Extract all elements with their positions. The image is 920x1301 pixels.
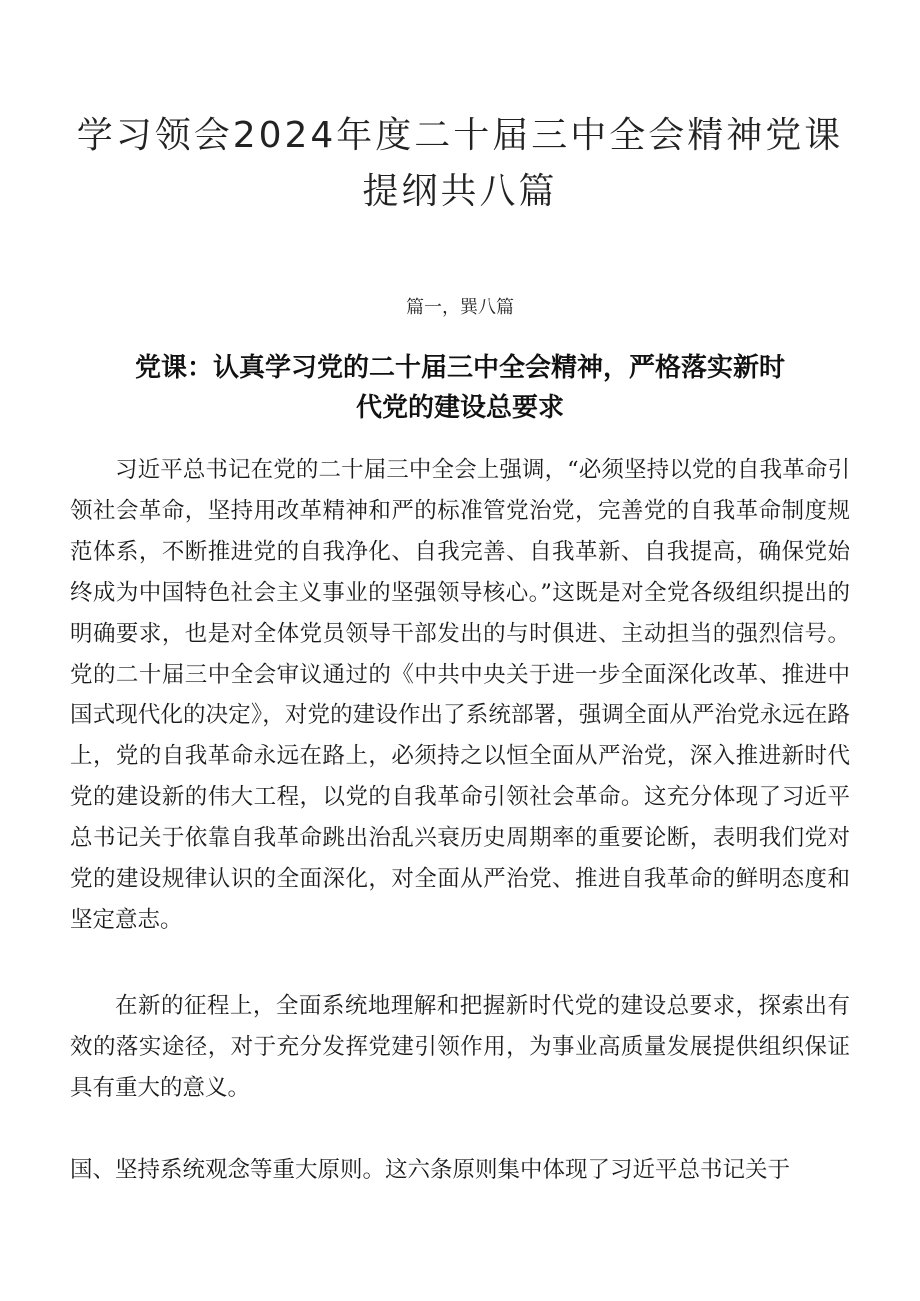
- body-paragraph-3: 国、坚持系统观念等重大原则。这六条原则集中体现了习近平总书记关于: [70, 1157, 791, 1183]
- section-title-line-1: 党课：认真学习党的二十届三中全会精神，严格落实新时: [134, 353, 785, 383]
- body-paragraph-1: 习近平总书记在党的二十届三中全会上强调，“必须坚持以党的自我革命引领社会革命，坚持用改革精神和严的标准管党治党，完善党的自我革命制度规范体系，不断推进党的自我净化、自我完善、自我革新、自我提高，确保党始终成为中国特色社会主义事业的坚强领导核心。”这既是对全党各级组织提出的明确要求，也是对全体党员领导干部发出的与时俱进、主动担当的强烈信号。党的二十届三中全会审议通过的《中共中央关于进一步全面深化改革、推进中国式现代化的决定》，对党的建设作出了系统部署，强调全面从严治党永远在路上，党的自我革命永远在路上，必须持之以恒全面从严治党，深入推进新时代党的建设新的伟大工程，以党的自我革命引领社会革命。这充分体现了习近平总书记关于依靠自我革命跳出治乱兴衰历史周期率的重要论断，表明我们党对党的建设规律认识的全面深化，对全面从严治党、推进自我革命的鲜明态度和坚定意志。: [70, 457, 850, 933]
- document-title: 学习领会2024年度二十届三中全会精神党课提纲共八篇: [76, 115, 844, 212]
- body-paragraph-2: 在新的征程上，全面系统地理解和把握新时代党的建设总要求，探索出有效的落实途径，对于充分发挥党建引领作用，为事业高质量发展提供组织保证具有重大的意义。: [70, 993, 850, 1101]
- section-title: [100, 348, 820, 428]
- section-title-line-2: 代党的建设总要求: [355, 393, 564, 423]
- section-label: 篇一，巽八篇: [406, 297, 514, 318]
